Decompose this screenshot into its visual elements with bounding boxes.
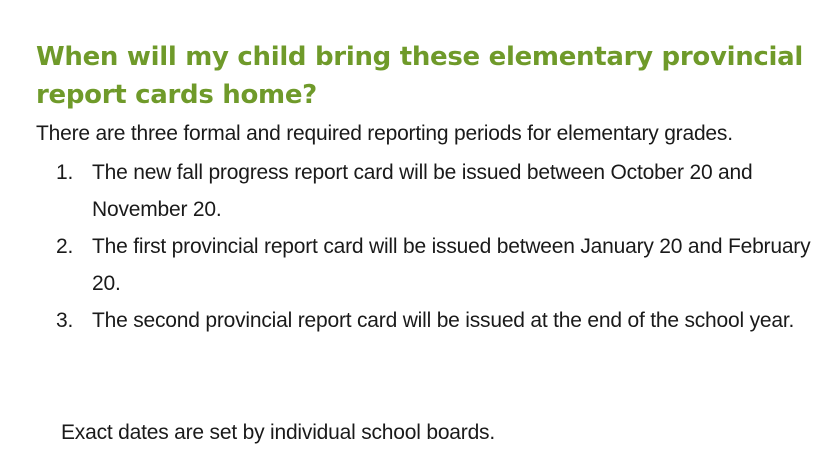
list-item xyxy=(56,228,826,302)
list-item xyxy=(56,302,826,339)
list-item-number: 1. xyxy=(56,161,74,184)
intro-paragraph: There are three formal and required reporting periods for elementary grades. xyxy=(36,122,733,145)
section-heading: When will my child bring these elementary provincial report cards home? xyxy=(36,42,804,110)
closing-note: Exact dates are set by individual school boards. xyxy=(61,421,495,444)
list-item-number: 2. xyxy=(56,235,74,258)
list-item-text: The first provincial report card will be issued between January 20 and February 20. xyxy=(92,235,811,295)
reporting-periods-list xyxy=(56,154,826,339)
list-item xyxy=(56,154,826,228)
list-item-number: 3. xyxy=(56,309,74,332)
list-item-text: The new fall progress report card will be issued between October 20 and November 20. xyxy=(92,161,753,221)
list-item-text: The second provincial report card will be issued at the end of the school year. xyxy=(92,309,795,332)
